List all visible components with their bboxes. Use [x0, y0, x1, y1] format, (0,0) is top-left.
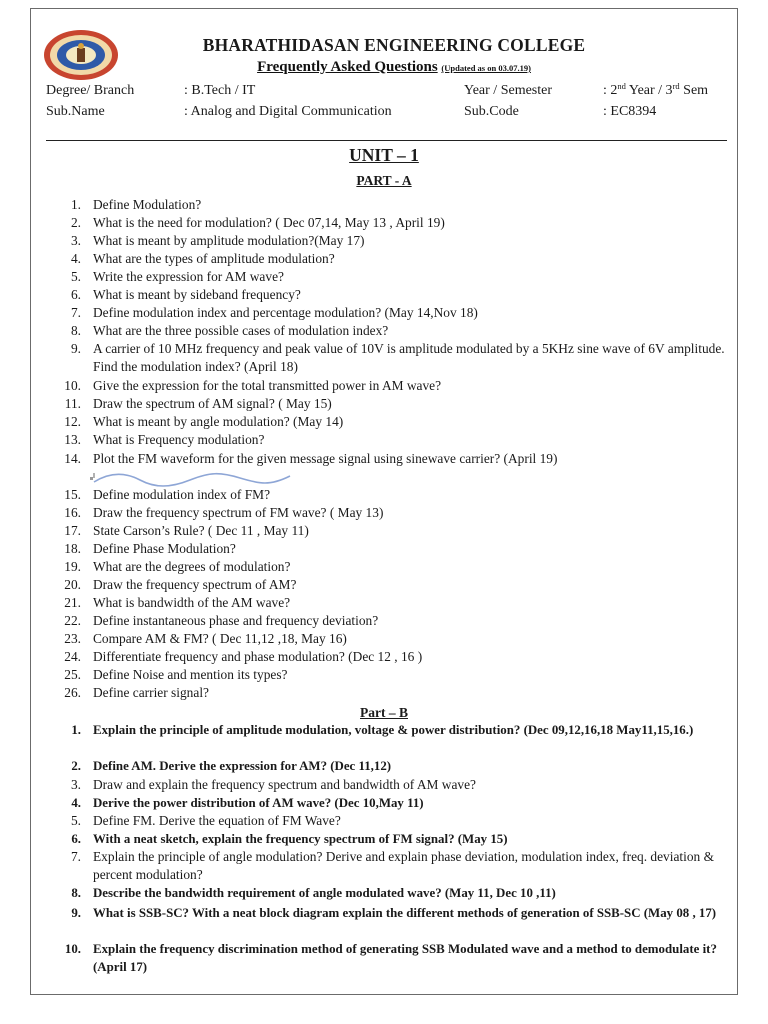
question-number: 8. — [71, 886, 81, 900]
question-number: 24. — [64, 649, 81, 664]
question-number: 1. — [70, 197, 81, 212]
faq-title: Frequently Asked Questions — [257, 59, 438, 75]
question-number: 26. — [64, 685, 81, 700]
question-text: Define Modulation? — [93, 197, 202, 212]
question-number: 25. — [64, 667, 81, 682]
question-number: 16. — [64, 505, 81, 520]
question-number: 22. — [64, 613, 81, 628]
header-divider — [46, 140, 727, 141]
question-number: 12. — [64, 414, 81, 429]
question-text: What are the degrees of modulation? — [93, 559, 291, 574]
question-number: 21. — [64, 595, 81, 610]
question-number: 23. — [64, 631, 81, 646]
faq-title-line — [0, 59, 768, 76]
question-text: Define instantaneous phase and frequency deviation? — [93, 613, 379, 628]
question-number: 19. — [64, 559, 81, 574]
question-text: Give the expression for the total transmitted power in AM wave? — [93, 378, 442, 393]
sem-sup: rd — [672, 81, 680, 91]
question-number: 3. — [70, 233, 81, 248]
question-text: Define carrier signal? — [93, 685, 209, 700]
college-name: BHARATHIDASAN ENGINEERING COLLEGE — [202, 35, 586, 55]
question-text: A carrier of 10 MHz frequency and peak value of 10V is amplitude modulated by a 5KHz sine wave of 6V amplitude. Find the modulation index? (April 18) — [93, 341, 725, 374]
question-number: 6. — [70, 287, 81, 302]
part-a-title: PART - A — [356, 173, 412, 188]
question-number: 17. — [64, 523, 81, 538]
subname-label: Sub.Name — [46, 104, 105, 119]
degree-value: : B.Tech / IT — [184, 83, 256, 98]
question-number: 6. — [71, 832, 81, 846]
subcode-label: Sub.Code — [464, 104, 519, 119]
subname-value: : Analog and Digital Communication — [184, 104, 392, 119]
question-number: 9. — [70, 341, 81, 356]
question-number: 2. — [71, 759, 81, 773]
question-number: 15. — [64, 487, 81, 502]
question-text: Describe the bandwidth requirement of angle modulated wave? (May 11, Dec 10 ,11) — [93, 886, 556, 900]
updated-note: (Updated as on 03.07.19) — [441, 63, 531, 73]
question-number: 8. — [70, 323, 81, 338]
part-b-title: Part – B — [360, 705, 408, 720]
question-text: What is SSB-SC? With a neat block diagram explain the different methods of generation of SSB-SC (May 08 , 17) — [93, 906, 717, 920]
question-text: What is Frequency modulation? — [93, 432, 265, 447]
question-text: What are the types of amplitude modulation? — [93, 251, 335, 266]
question-text: What is meant by sideband frequency? — [93, 287, 301, 302]
degree-label: Degree/ Branch — [46, 83, 135, 98]
year-prefix: : 2 — [603, 83, 618, 98]
question-text: Draw the frequency spectrum of FM wave? ( May 13) — [93, 505, 384, 520]
question-number: 4. — [70, 251, 81, 266]
question-text: Explain the principle of angle modulation? Derive and explain phase deviation, modulation index, freq. deviation & percent modulation? — [93, 849, 714, 882]
question-number: 10. — [64, 378, 81, 393]
question-text: Define modulation index and percentage modulation? (May 14,Nov 18) — [93, 305, 478, 320]
question-text: Plot the FM waveform for the given message signal using sinewave carrier? (April 19) — [93, 451, 558, 466]
question-text: Define AM. Derive the expression for AM? (Dec 11,12) — [93, 759, 392, 773]
question-number: 13. — [64, 432, 81, 447]
question-text: Draw the frequency spectrum of AM? — [93, 577, 297, 592]
year-label: Year / Semester — [464, 83, 553, 98]
unit-title: UNIT – 1 — [349, 145, 419, 165]
year-suffix: Sem — [679, 83, 709, 98]
question-text: Define Noise and mention its types? — [93, 667, 288, 682]
question-text: With a neat sketch, explain the frequency spectrum of FM signal? (May 15) — [93, 832, 508, 846]
question-number: 10. — [64, 942, 81, 956]
question-text: What is meant by angle modulation? (May 14) — [93, 414, 344, 429]
question-text: Explain the principle of amplitude modulation, voltage & power distribution? (Dec 09,12,16,18 May11,15,16.) — [93, 723, 694, 737]
question-text: What is the need for modulation? ( Dec 07,14, May 13 , April 19) — [93, 215, 445, 230]
question-text: Draw the spectrum of AM signal? ( May 15) — [93, 396, 332, 411]
question-number: 9. — [71, 906, 81, 920]
year-sup: nd — [617, 81, 626, 91]
year-value — [603, 83, 708, 99]
question-text: Draw and explain the frequency spectrum and bandwidth of AM wave? — [93, 777, 476, 792]
fm-waveform-figure — [90, 470, 295, 490]
question-text: What is meant by amplitude modulation?(May 17) — [93, 233, 365, 248]
question-text: Compare AM & FM? ( Dec 11,12 ,18, May 16) — [93, 631, 347, 646]
question-number: 11. — [64, 396, 81, 411]
question-number: 4. — [71, 796, 81, 810]
question-text: What is bandwidth of the AM wave? — [93, 595, 291, 610]
question-number: 14. — [64, 451, 81, 466]
question-text: Write the expression for AM wave? — [93, 269, 284, 284]
question-number: 5. — [70, 269, 81, 284]
question-number: 1. — [71, 723, 81, 737]
question-number: 3. — [70, 777, 81, 792]
question-text: Define Phase Modulation? — [93, 541, 236, 556]
subcode-value: : EC8394 — [603, 104, 657, 119]
question-number: 7. — [70, 305, 81, 320]
question-number: 20. — [64, 577, 81, 592]
year-mid: Year / 3 — [625, 83, 673, 98]
question-text: Explain the frequency discrimination method of generating SSB Modulated wave and a method to demodulate it? (April 17) — [93, 942, 717, 974]
question-text: State Carson’s Rule? ( Dec 11 , May 11) — [93, 523, 309, 538]
question-text: Define modulation index of FM? — [93, 487, 271, 502]
question-number: 2. — [70, 215, 81, 230]
question-number: 18. — [64, 541, 81, 556]
question-text: Differentiate frequency and phase modulation? (Dec 12 , 16 ) — [93, 649, 423, 664]
question-number: 7. — [70, 849, 81, 864]
question-number: 5. — [70, 813, 81, 828]
question-text: Define FM. Derive the equation of FM Wave? — [93, 813, 341, 828]
question-text: What are the three possible cases of modulation index? — [93, 323, 389, 338]
question-text: Derive the power distribution of AM wave? (Dec 10,May 11) — [93, 796, 424, 810]
